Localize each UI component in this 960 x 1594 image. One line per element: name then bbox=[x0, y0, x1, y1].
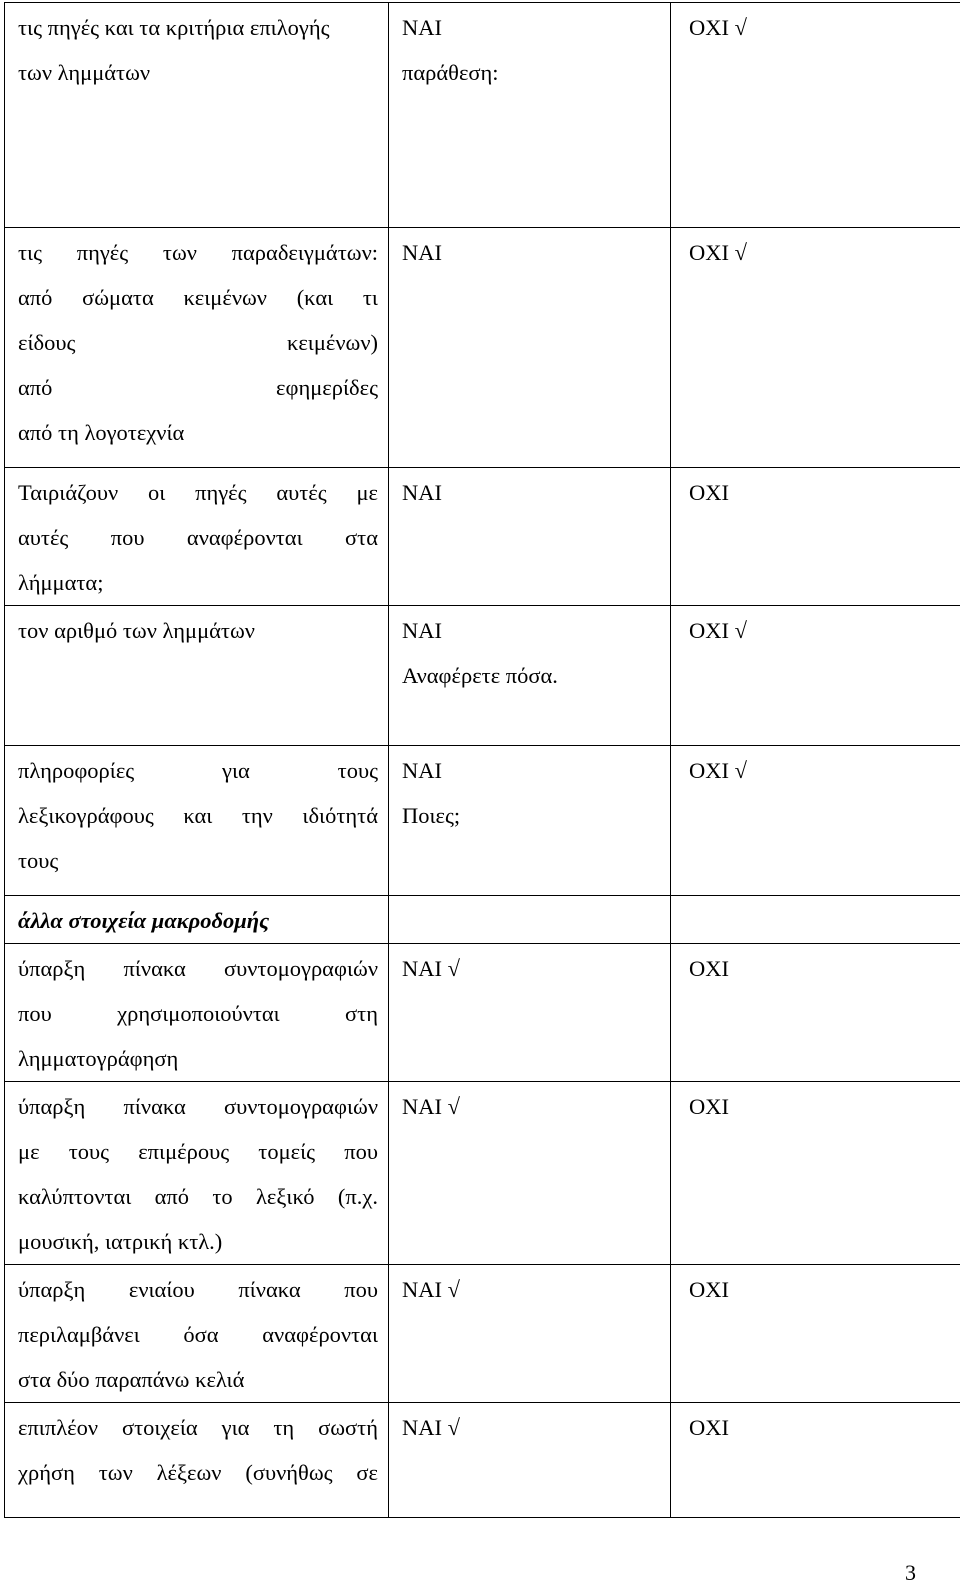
table-row bbox=[5, 468, 960, 606]
table-cell bbox=[671, 1265, 960, 1403]
table-row bbox=[5, 746, 960, 896]
table-cell bbox=[5, 468, 389, 606]
table-cell bbox=[5, 1082, 389, 1265]
table-cell bbox=[671, 3, 960, 228]
cell-text-line: από τη λογοτεχνία bbox=[18, 420, 185, 445]
table-cell bbox=[671, 468, 960, 606]
table-cell bbox=[389, 1082, 671, 1265]
cell-text-line: ΟΧΙ bbox=[689, 956, 729, 981]
cell-text-line: επιπλέον στοιχεία για τη σωστή bbox=[18, 1415, 378, 1440]
table-cell bbox=[5, 606, 389, 746]
cell-text-line: λημματογράφηση bbox=[18, 1046, 179, 1071]
cell-text-line: με τους επιμέρους τομείς που bbox=[18, 1139, 378, 1164]
table-cell bbox=[389, 468, 671, 606]
cell-text-line: ΝΑΙ bbox=[402, 15, 442, 40]
table-cell bbox=[389, 746, 671, 896]
table-row bbox=[5, 3, 960, 228]
cell-text-line: τις πηγές των παραδειγμάτων: bbox=[18, 240, 378, 265]
cell-text-line: ΟΧΙ bbox=[689, 1415, 729, 1440]
cell-text-line: λήμματα; bbox=[18, 570, 104, 595]
cell-text-line: πληροφορίες για τους bbox=[18, 758, 378, 783]
cell-text-line: ΟΧΙ bbox=[689, 1277, 729, 1302]
cell-text-line: από σώματα κειμένων (και τι bbox=[18, 285, 378, 310]
table-cell bbox=[671, 606, 960, 746]
cell-text-line: καλύπτονται από το λεξικό (π.χ. bbox=[18, 1184, 378, 1209]
cell-text-line: αυτές που αναφέρονται στα bbox=[18, 525, 378, 550]
cell-text-line: ΝΑΙ √ bbox=[402, 1094, 460, 1119]
cell-text-line: ΟΧΙ √ bbox=[689, 240, 747, 265]
table-row bbox=[5, 1082, 960, 1265]
table-cell bbox=[5, 1265, 389, 1403]
cell-text-line: τους bbox=[18, 848, 59, 873]
table-cell bbox=[389, 944, 671, 1082]
cell-text-line: μουσική, ιατρική κτλ.) bbox=[18, 1229, 223, 1254]
cell-text-line: ΝΑΙ √ bbox=[402, 1415, 460, 1440]
cell-text-line: λεξικογράφους και την ιδιότητά bbox=[18, 803, 378, 828]
table-cell bbox=[671, 944, 960, 1082]
section-heading: άλλα στοιχεία μακροδομής bbox=[18, 908, 270, 933]
table-cell bbox=[389, 3, 671, 228]
table-cell bbox=[5, 1403, 389, 1518]
table-cell bbox=[671, 1403, 960, 1518]
cell-text-line: Αναφέρετε πόσα. bbox=[402, 663, 558, 688]
cell-text-line: είδους κειμένων) bbox=[18, 330, 378, 355]
cell-text-line: τον αριθμό των λημμάτων bbox=[18, 618, 255, 643]
table-row bbox=[5, 606, 960, 746]
table-cell bbox=[671, 228, 960, 468]
table-row bbox=[5, 944, 960, 1082]
cell-text-line: ύπαρξη πίνακα συντομογραφιών bbox=[18, 1094, 378, 1119]
table-row bbox=[5, 896, 960, 944]
cell-text-line: στα δύο παραπάνω κελιά bbox=[18, 1367, 245, 1392]
cell-text-line: από εφημερίδες bbox=[18, 375, 378, 400]
table-cell bbox=[5, 228, 389, 468]
table-cell bbox=[389, 228, 671, 468]
cell-text-line: παράθεση: bbox=[402, 60, 499, 85]
cell-text-line: που χρησιμοποιούνται στη bbox=[18, 1001, 378, 1026]
cell-text-line: ΟΧΙ bbox=[689, 480, 729, 505]
cell-text-line: ΝΑΙ √ bbox=[402, 956, 460, 981]
cell-text-line: ύπαρξη πίνακα συντομογραφιών bbox=[18, 956, 378, 981]
section-heading-cell bbox=[5, 896, 389, 944]
table-row bbox=[5, 1403, 960, 1518]
cell-text-line: χρήση των λέξεων (συνήθως σε bbox=[18, 1460, 378, 1485]
cell-text-line: ΝΑΙ bbox=[402, 240, 442, 265]
cell-text-line: ΝΑΙ bbox=[402, 758, 442, 783]
table-cell bbox=[389, 1403, 671, 1518]
table-cell bbox=[5, 746, 389, 896]
cell-text-line: ΝΑΙ √ bbox=[402, 1277, 460, 1302]
table-cell bbox=[389, 1265, 671, 1403]
cell-text-line: ύπαρξη ενιαίου πίνακα που bbox=[18, 1277, 378, 1302]
cell-text-line: ΝΑΙ bbox=[402, 618, 442, 643]
cell-text-line: των λημμάτων bbox=[18, 60, 151, 85]
page-number: 3 bbox=[905, 1560, 916, 1585]
cell-text-line: ΝΑΙ bbox=[402, 480, 442, 505]
table-cell bbox=[671, 1082, 960, 1265]
cell-text-line: Ταιριάζουν οι πηγές αυτές με bbox=[18, 480, 378, 505]
cell-text-line: ΟΧΙ √ bbox=[689, 758, 747, 783]
cell-text-line: ΟΧΙ √ bbox=[689, 618, 747, 643]
table-cell bbox=[5, 944, 389, 1082]
evaluation-table bbox=[4, 2, 960, 1518]
table-row bbox=[5, 1265, 960, 1403]
table-cell bbox=[5, 3, 389, 228]
empty-cell bbox=[671, 896, 960, 944]
cell-text-line: τις πηγές και τα κριτήρια επιλογής bbox=[18, 15, 330, 40]
empty-cell bbox=[389, 896, 671, 944]
cell-text-line: Ποιες; bbox=[402, 803, 461, 828]
table-cell bbox=[671, 746, 960, 896]
cell-text-line: ΟΧΙ bbox=[689, 1094, 729, 1119]
table-cell bbox=[389, 606, 671, 746]
cell-text-line: περιλαμβάνει όσα αναφέρονται bbox=[18, 1322, 378, 1347]
cell-text-line: ΟΧΙ √ bbox=[689, 15, 747, 40]
table-row bbox=[5, 228, 960, 468]
